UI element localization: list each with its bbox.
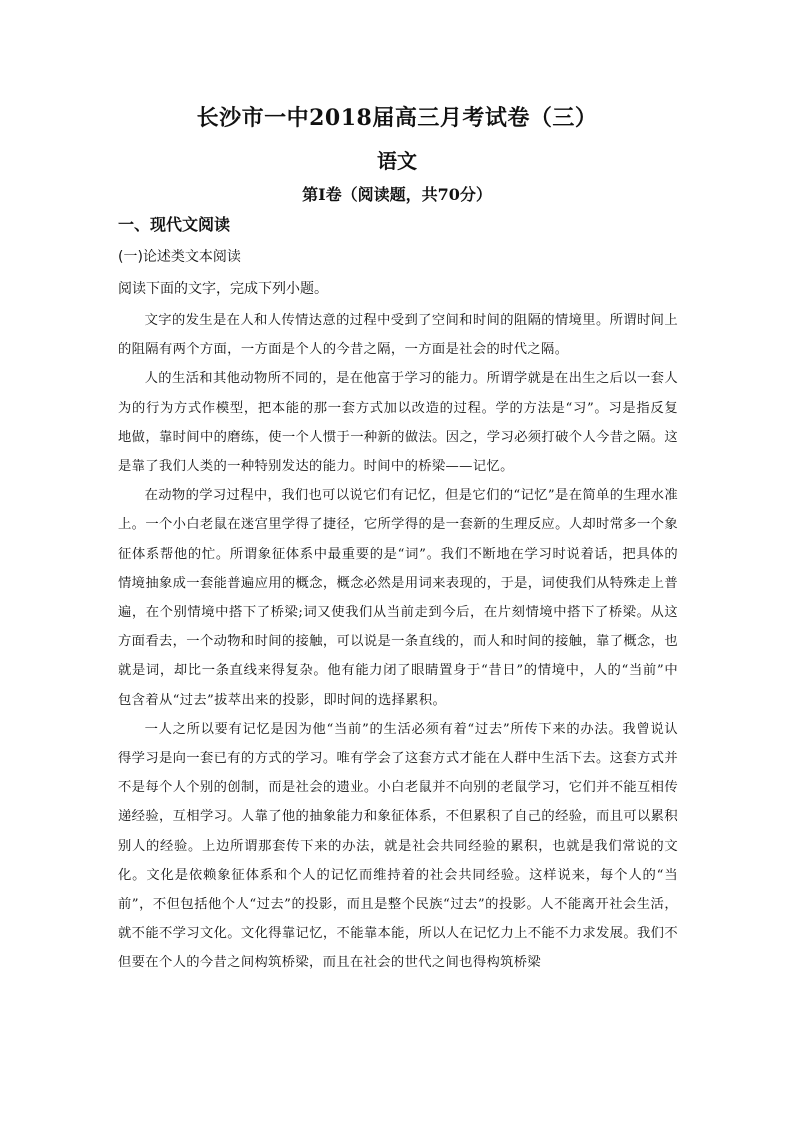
passage-text [118, 306, 678, 978]
paragraph-1: 文字的发生是在人和人传情达意的过程中受到了空间和时间的阻隔的情境里。所谓时间上的阻隔有两个方面，一方面是个人的今昔之隔，一方面是社会的时代之隔。 [118, 313, 678, 358]
reading-instruction: 阅读下面的文字，完成下列小题。 [118, 281, 328, 297]
sub-heading: (一)论述类文本阅读 [118, 249, 241, 265]
paragraph-2: 人的生活和其他动物所不同的，是在他富于学习的能力。所谓学就是在出生之后以一套人为的行为方式作模型，把本能的那一套方式加以改造的过程。学的方法是“习”。习是指反复地做，靠时间中的磨练，使一个人惯于一种新的做法。因之，学习必须打破个人今昔之隔。这是靠了我们人类的一种特别发达的能力。时间中的桥梁——记忆。 [118, 371, 678, 475]
section-title: 第Ⅰ卷（阅读题，共70分） [302, 185, 492, 204]
part-heading: 一、现代文阅读 [118, 215, 231, 234]
subject-title: 语文 [377, 149, 417, 173]
exam-title: 长沙市一中2018届高三月考试卷（三） [196, 105, 598, 131]
paragraph-3: 在动物的学习过程中，我们也可以说它们有记忆，但是它们的“记忆”是在简单的生理水准上。一个小白老鼠在迷宫里学得了捷径，它所学得的是一套新的生理反应。人却时常多一个象征体系帮他的忙。所谓象征体系中最重要的是“词”。我们不断地在学习时说着话，把具体的情境抽象成一套能普遍应用的概念，概念必然是用词来表现的，于是，词使我们从特殊走上普遍，在个别情境中搭下了桥梁;词又使我们从当前走到今后，在片刻情境中搭下了桥梁。从这方面看去，一个动物和时间的接触，可以说是一条直线的，而人和时间的接触，靠了概念，也就是词，却比一条直线来得复杂。他有能力闭了眼睛置身于“昔日”的情境中，人的“当前”中包含着从“过去”拔萃出来的投影，即时间的选择累积。 [118, 488, 678, 708]
paragraph-4: 一人之所以要有记忆是因为他“当前”的生活必须有着“过去”所传下来的办法。我曾说认得学习是向一套已有的方式的学习。唯有学会了这套方式才能在人群中生活下去。这套方式并不是每个人个别的创制，而是社会的遗业。小白老鼠并不向别的老鼠学习，它们并不能互相传递经验，互相学习。人靠了他的抽象能力和象征体系，不但累积了自己的经验，而且可以累积别人的经验。上边所谓那套传下来的办法，就是社会共同经验的累积，也就是我们常说的文化。文化是依赖象征体系和个人的记忆而维持着的社会共同经验。这样说来，每个人的“当前”，不但包括他个人“过去”的投影，而且是整个民族“过去”的投影。人不能离开社会生活，就不能不学习文化。文化得靠记忆，不能靠本能，所以人在记忆力上不能不力求发展。我们不但要在个人的今昔之间构筑桥梁，而且在社会的世代之间也得构筑桥梁 [118, 721, 678, 971]
